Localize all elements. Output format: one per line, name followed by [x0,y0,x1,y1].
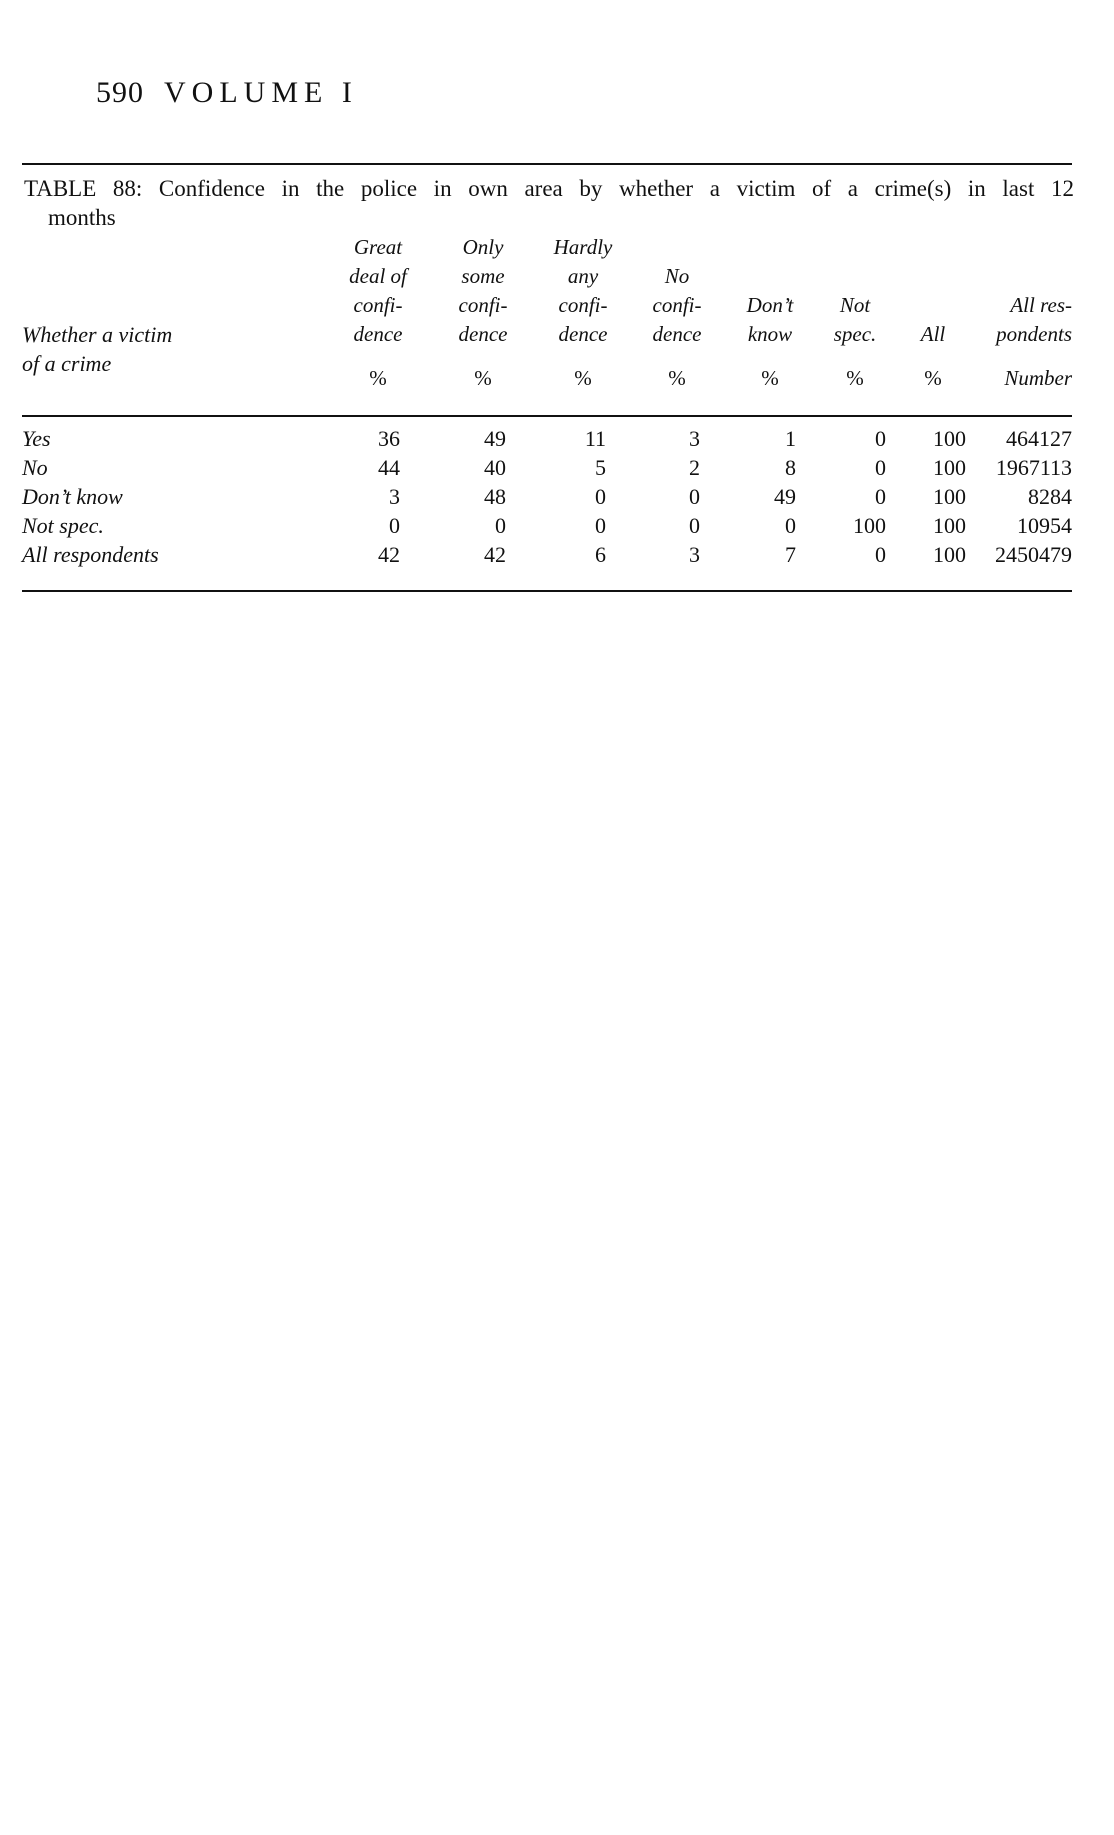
table-cell: 0 [875,426,886,451]
table-cell: 6 [595,542,606,567]
unit-only-some: % [474,366,492,390]
row-label-not-spec: Not spec. [22,513,104,538]
table-cell: 100 [933,542,966,567]
table-cell: 36 [378,426,400,451]
table-cell: 42 [378,542,400,567]
table-caption: TABLE 88: Confidence in the police in own area by whether a victim of a crime(s) in last 12 [24,176,1074,201]
table-cell: 0 [595,484,606,509]
table-cell: 0 [785,513,796,538]
row-label-yes: Yes [22,426,51,451]
col-header-only-some: Only some confi- dence [458,235,508,346]
unit-no-confidence: % [668,366,686,390]
col-header-all: All [920,322,946,346]
table-cell: 0 [689,513,700,538]
table-cell: 5 [595,455,606,480]
unit-dont-know: % [761,366,779,390]
table-cell: 3 [389,484,400,509]
table-cell: 44 [378,455,400,480]
stub-header-line-2: of a crime [22,351,112,376]
table-cell: 3 [689,426,700,451]
table-cell: 0 [875,455,886,480]
table-cell: 8 [785,455,796,480]
col-header-all-respondents: All res- pondents [996,293,1072,346]
volume-title: VOLUME I [164,76,358,109]
col-header-hardly-any: Hardly any confi- dence [553,235,613,346]
table-cell: 0 [875,542,886,567]
table-cell: 42 [484,542,506,567]
table-cell: 100 [853,513,886,538]
table-header-rule [22,415,1072,417]
unit-hardly-any: % [574,366,592,390]
row-label-all-respondents: All respondents [22,542,159,567]
stub-header-line-1: Whether a victim [22,322,173,347]
table-caption-continuation: months [48,205,116,230]
table-cell: 1967113 [995,455,1072,480]
col-header-not-spec: Not spec. [833,293,877,346]
table-cell: 464127 [1006,426,1072,451]
table-cell: 49 [484,426,506,451]
col-header-dont-know: Don’t know [746,293,794,346]
table-cell: 10954 [1017,513,1072,538]
table-cell: 0 [875,484,886,509]
table-cell: 2450479 [995,542,1072,567]
table-bottom-rule [22,590,1072,592]
table-cell: 8284 [1028,484,1072,509]
table-cell: 100 [933,426,966,451]
table-cell: 1 [785,426,796,451]
unit-not-spec: % [846,366,864,390]
table-cell: 7 [785,542,796,567]
table-cell: 2 [689,455,700,480]
row-label-dont-know: Don’t know [22,484,123,509]
unit-great-deal: % [369,366,387,390]
row-label-no: No [22,455,48,480]
unit-all-respondents: Number [1004,366,1072,390]
table-cell: 40 [484,455,506,480]
unit-all: % [924,366,942,390]
table-cell: 3 [689,542,700,567]
col-header-no-confidence: No confi- dence [652,264,702,346]
table-cell: 0 [495,513,506,538]
table-cell: 0 [389,513,400,538]
table-cell: 49 [774,484,796,509]
table-top-rule [22,163,1072,165]
table-cell: 48 [484,484,506,509]
table-cell: 0 [595,513,606,538]
page-header [96,76,358,110]
table-cell: 100 [933,484,966,509]
table-cell: 100 [933,455,966,480]
table-cell: 0 [689,484,700,509]
table-cell: 100 [933,513,966,538]
table-cell: 11 [584,426,606,451]
page-number: 590 [96,76,144,109]
col-header-great-deal: Great deal of confi- dence [349,235,407,346]
